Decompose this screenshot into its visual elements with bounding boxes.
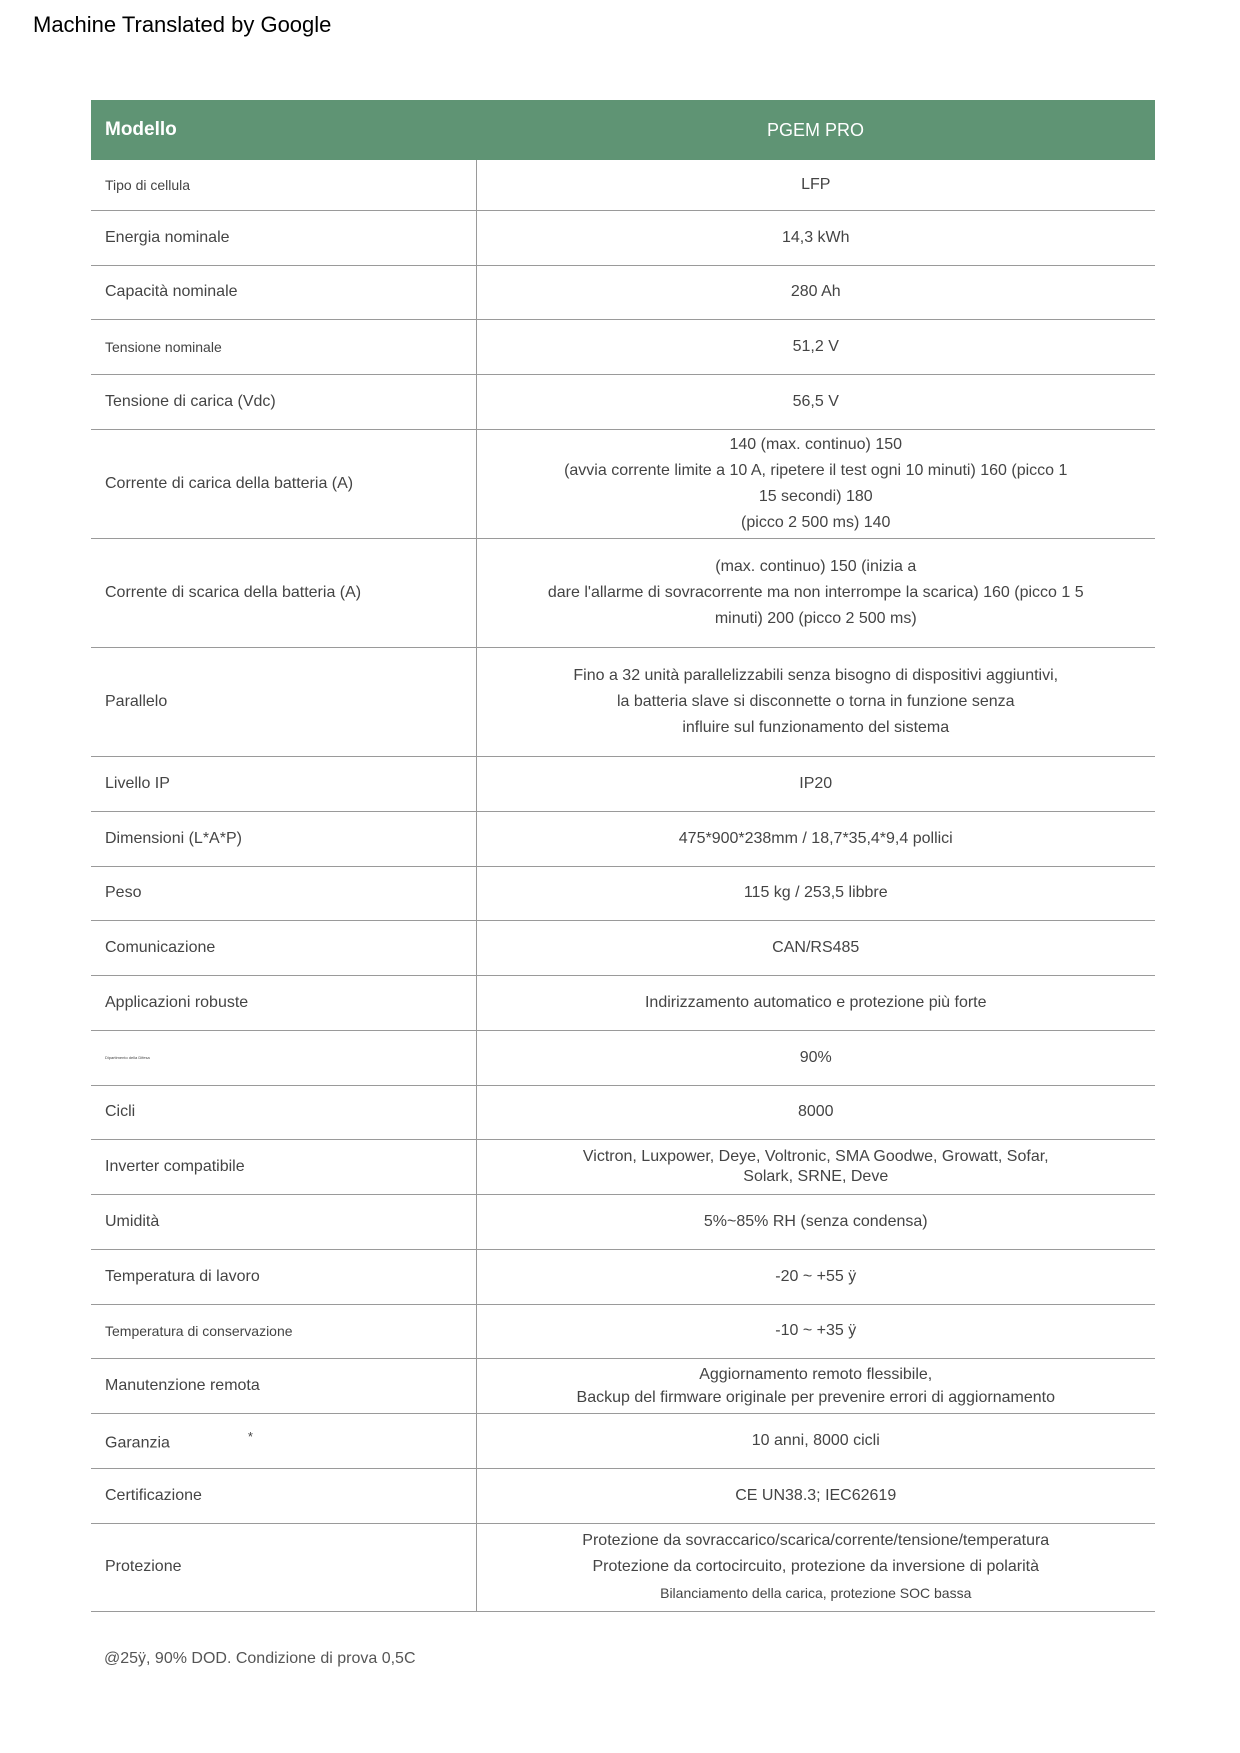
value-line: Solark, SRNE, Deve — [743, 1167, 889, 1185]
value-line: 15 secondi) 180 — [758, 487, 873, 505]
row-value: 90% — [476, 1030, 1155, 1085]
row-value: 475*900*238mm / 18,7*35,4*9,4 pollici — [476, 811, 1155, 866]
table-row — [91, 1358, 1155, 1413]
table-row — [91, 210, 1155, 265]
table-row — [91, 1523, 1155, 1611]
table-row — [91, 1085, 1155, 1139]
row-label: Temperatura di conservazione — [91, 1304, 476, 1358]
row-label: Certificazione — [91, 1468, 476, 1523]
row-value: CE UN38.3; IEC62619 — [476, 1468, 1155, 1523]
row-value: 5%~85% RH (senza condensa) — [476, 1194, 1155, 1249]
row-value — [476, 538, 1155, 647]
row-value: IP20 — [476, 756, 1155, 811]
table-row — [91, 1468, 1155, 1523]
value-line: Aggiornamento remoto flessibile, — [699, 1365, 933, 1383]
row-label: Comunicazione — [91, 920, 476, 975]
row-value: 56,5 V — [476, 374, 1155, 429]
row-label: Capacità nominale — [91, 265, 476, 319]
table-row — [91, 975, 1155, 1030]
value-line: Bilanciamento della carica, protezione SOC bassa — [660, 1585, 972, 1601]
value-line: dare l'allarme di sovracorrente ma non interrompe la scarica) 160 (picco 1 5 — [547, 583, 1084, 601]
table-row — [91, 538, 1155, 647]
table-row — [91, 1194, 1155, 1249]
header-label: Modello — [91, 100, 476, 160]
value-line: la batteria slave si disconnette o torna in funzione senza — [616, 692, 1015, 710]
row-label: Peso — [91, 866, 476, 920]
row-label: Dimensioni (L*A*P) — [91, 811, 476, 866]
table-row — [91, 265, 1155, 319]
row-label: Tipo di cellula — [91, 160, 476, 210]
table-row — [91, 374, 1155, 429]
table-row — [91, 647, 1155, 756]
row-label-text: Garanzia — [105, 1434, 170, 1452]
table-row — [91, 160, 1155, 210]
value-line: (max. continuo) 150 (inizia a — [715, 557, 917, 575]
row-label: Tensione di carica (Vdc) — [91, 374, 476, 429]
row-label — [91, 1413, 476, 1468]
value-line: (avvia corrente limite a 10 A, ripetere il test ogni 10 minuti) 160 (picco 1 — [564, 461, 1068, 479]
row-value — [476, 429, 1155, 538]
value-line: Protezione da sovraccarico/scarica/corrente/tensione/temperatura — [582, 1532, 1050, 1549]
row-value: Indirizzamento automatico e protezione più forte — [476, 975, 1155, 1030]
value-line: Protezione da cortocircuito, protezione da inversione di polarità — [592, 1558, 1039, 1575]
row-value — [476, 1523, 1155, 1611]
row-label: Parallelo — [91, 647, 476, 756]
row-value: 8000 — [476, 1085, 1155, 1139]
row-label: Corrente di scarica della batteria (A) — [91, 538, 476, 647]
row-label: Livello IP — [91, 756, 476, 811]
table-row — [91, 756, 1155, 811]
row-label: Cicli — [91, 1085, 476, 1139]
row-value: -10 ~ +35 ÿ — [476, 1304, 1155, 1358]
translation-banner: Machine Translated by Google — [33, 12, 332, 37]
row-value: 10 anni, 8000 cicli — [476, 1413, 1155, 1468]
table-header-row — [91, 100, 1155, 160]
table-row — [91, 319, 1155, 374]
row-value: 115 kg / 253,5 libbre — [476, 866, 1155, 920]
value-line: (picco 2 500 ms) 140 — [741, 513, 891, 531]
spec-table — [91, 100, 1155, 1612]
row-label: Energia nominale — [91, 210, 476, 265]
table-row — [91, 811, 1155, 866]
table-row — [91, 429, 1155, 538]
row-label: Tensione nominale — [91, 319, 476, 374]
footnote-marker: * — [247, 1428, 253, 1444]
row-label: Inverter compatibile — [91, 1139, 476, 1194]
table-row — [91, 866, 1155, 920]
row-value: 51,2 V — [476, 319, 1155, 374]
row-value: -20 ~ +55 ÿ — [476, 1249, 1155, 1304]
table-row — [91, 1249, 1155, 1304]
row-label: Corrente di carica della batteria (A) — [91, 429, 476, 538]
row-value — [476, 1139, 1155, 1194]
row-value: LFP — [476, 160, 1155, 210]
row-label: Umidità — [91, 1194, 476, 1249]
row-value: 280 Ah — [476, 265, 1155, 319]
row-label: Temperatura di lavoro — [91, 1249, 476, 1304]
value-line: minuti) 200 (picco 2 500 ms) — [714, 609, 917, 627]
value-line: 140 (max. continuo) 150 — [729, 435, 903, 453]
table-row — [91, 1139, 1155, 1194]
row-value: 14,3 kWh — [476, 210, 1155, 265]
header-model: PGEM PRO — [476, 100, 1155, 160]
row-label: Dipartimento della Difesa — [91, 1030, 476, 1085]
value-line: influire sul funzionamento del sistema — [682, 718, 950, 736]
value-line: Victron, Luxpower, Deye, Voltronic, SMA Goodwe, Growatt, Sofar, — [582, 1147, 1049, 1165]
row-value — [476, 1358, 1155, 1413]
table-row — [91, 1413, 1155, 1468]
row-value — [476, 647, 1155, 756]
row-label: Applicazioni robuste — [91, 975, 476, 1030]
table-row — [91, 920, 1155, 975]
row-label: Protezione — [91, 1523, 476, 1611]
row-value: CAN/RS485 — [476, 920, 1155, 975]
table-row — [91, 1030, 1155, 1085]
footnote: @25ÿ, 90% DOD. Condizione di prova 0,5C — [104, 1650, 416, 1667]
row-label: Manutenzione remota — [91, 1358, 476, 1413]
table-row — [91, 1304, 1155, 1358]
value-line: Fino a 32 unità parallelizzabili senza bisogno di dispositivi aggiuntivi, — [573, 666, 1059, 684]
value-line: Backup del firmware originale per prevenire errori di aggiornamento — [576, 1388, 1055, 1406]
